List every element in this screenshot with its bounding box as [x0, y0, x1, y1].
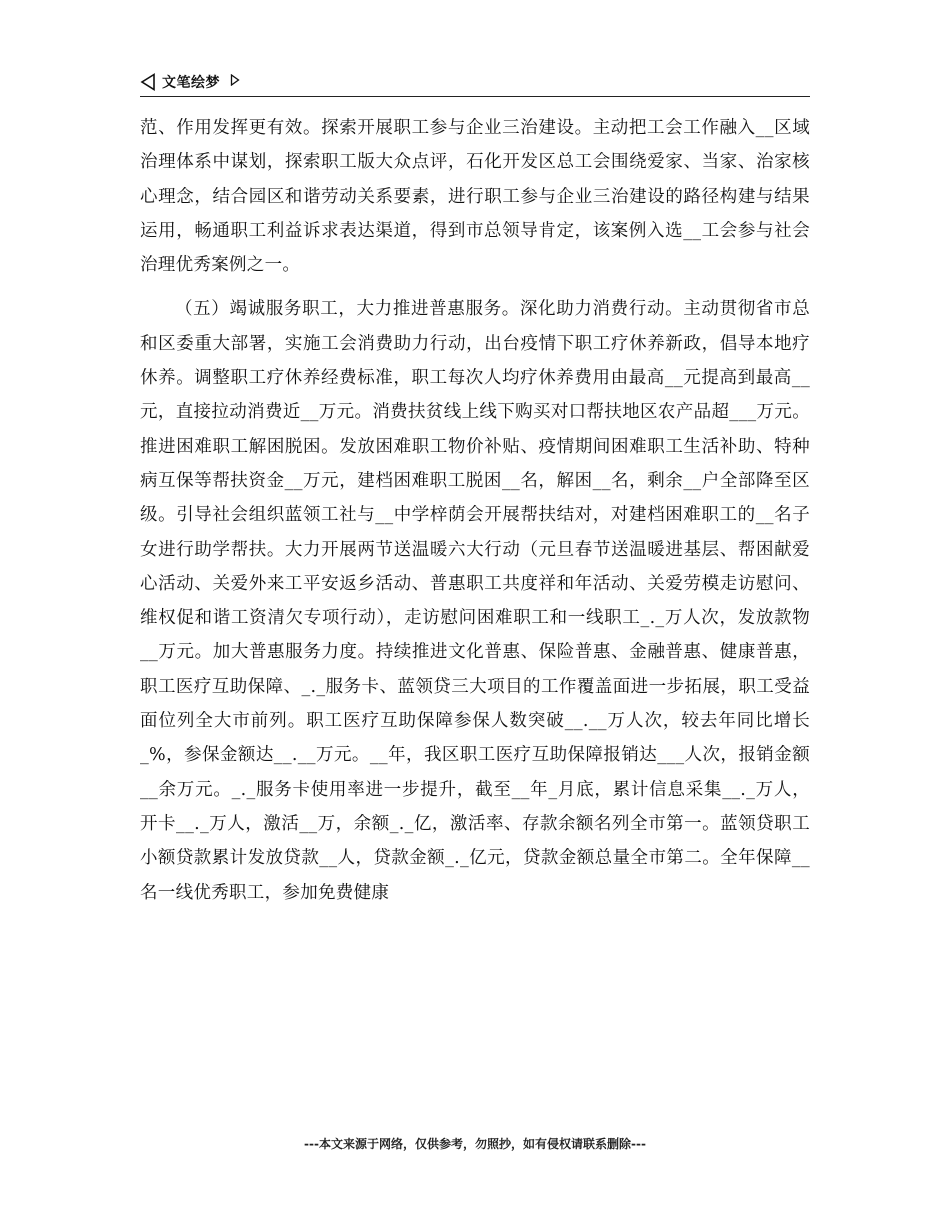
footer-disclaimer: ---本文来源于网络，仅供参考，勿照抄，如有侵权请联系删除--- [304, 1137, 646, 1151]
document-body [140, 111, 810, 910]
document-header [140, 70, 810, 97]
body-paragraph: （五）竭诚服务职工，大力推进普惠服务。深化助力消费行动。主动贯彻省市总和区委重大部署，实施工会消费助力行动，出台疫情下职工疗休养新政，倡导本地疗休养。调整职工疗休养经费标准，职工每次人均疗休养费用由最高__元提高到最高__元，直接拉动消费近__万元。消费扶贫线上线下购买对口帮扶地区农产品超___万元。推进困难职工解困脱困。发放困难职工物价补贴、疫情期间困难职工生活补助、特种病互保等帮扶资金__万元，建档困难职工脱困__名，解困__名，剩余__户全部降至区级。引导社会组织蓝领工社与__中学梓荫会开展帮扶结对，对建档困难职工的__名子女进行助学帮扶。大力开展两节送温暖六大行动（元旦春节送温暖进基层、帮困献爱心活动、关爱外来工平安返乡活动、普惠职工共度祥和年活动、关爱劳模走访慰问、维权促和谐工资清欠专项行动），走访慰问困难职工和一线职工_._万人次，发放款物__万元。加大普惠服务力度。持续推进文化普惠、保险普惠、金融普惠、健康普惠，职工医疗互助保障、_._服务卡、蓝领贷三大项目的工作覆盖面进一步拓展，职工受益面位列全大市前列。职工医疗互助保障参保人数突破__.__万人次，较去年同比增长_%，参保金额达__.__万元。__年，我区职工医疗互助保障报销达___人次，报销金额__余万元。_._服务卡使用率进一步提升，截至__年_月底，累计信息采集__._万人，开卡__._万人，激活__万，余额_._亿，激活率、存款余额名列全市第一。蓝领贷职工小额贷款累计发放贷款__人，贷款金额_._亿元，贷款金额总量全市第二。全年保障__名一线优秀职工，参加免费健康 [140, 299, 810, 903]
triangle-left-outline-icon [140, 73, 156, 91]
brand-title: 文笔绘梦 [162, 75, 220, 91]
body-paragraph: 范、作用发挥更有效。探索开展职工参与企业三治建设。主动把工会工作融入__区域治理体系中谋划，探索职工版大众点评，石化开发区总工会围绕爱家、当家、治家核心理念，结合园区和谐劳动关系要素，进行职工参与企业三治建设的路径构建与结果运用，畅通职工利益诉求表达渠道，得到市总领导肯定，该案例入选__工会参与社会治理优秀案例之一。 [140, 118, 810, 276]
triangle-right-outline-icon [230, 74, 240, 86]
